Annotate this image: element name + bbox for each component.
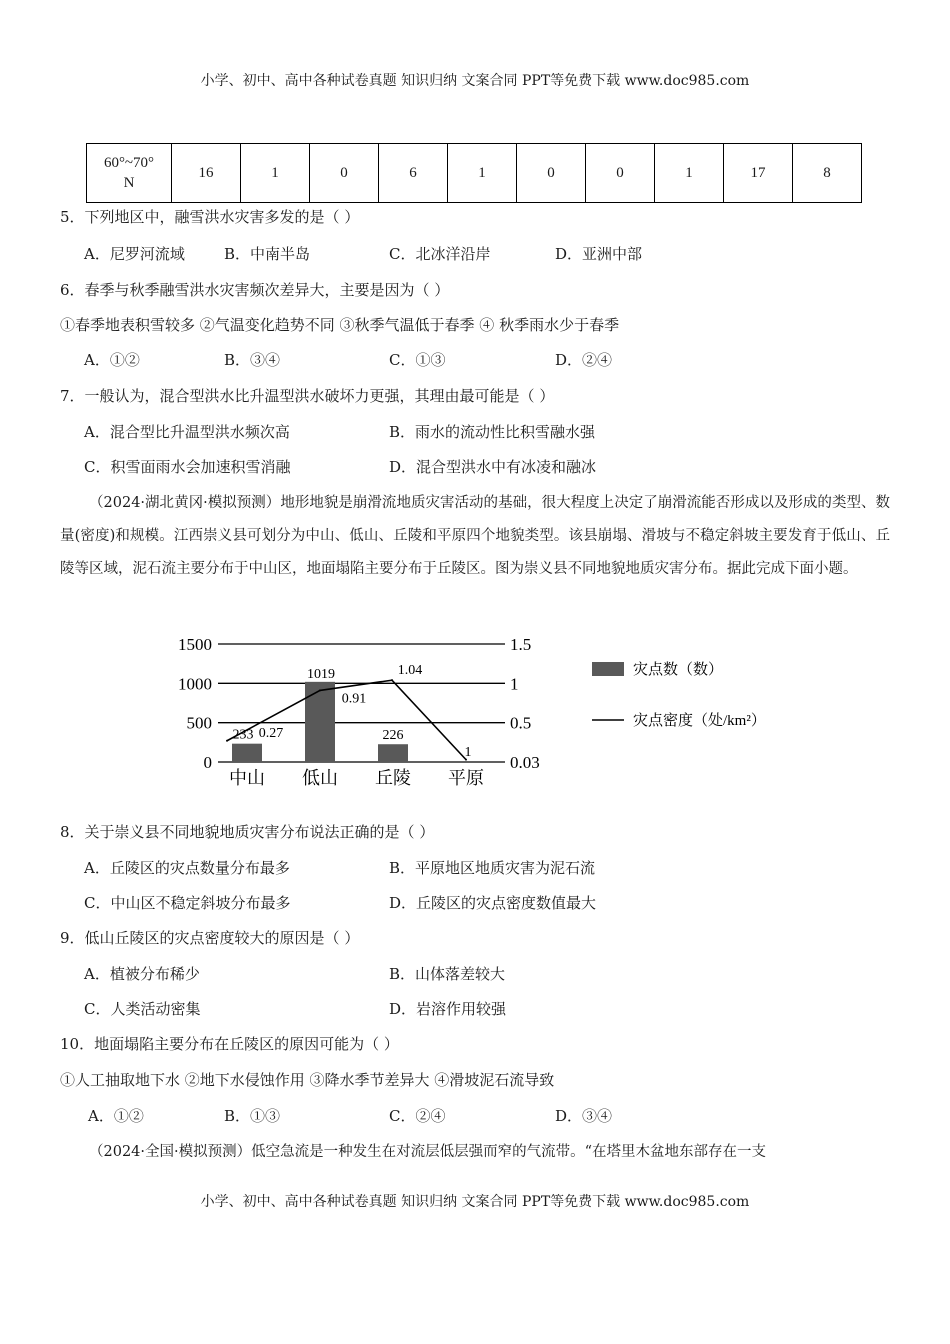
table-row bbox=[87, 144, 862, 203]
category-label: 中山 bbox=[229, 768, 265, 788]
table-cell: 6 bbox=[379, 144, 448, 203]
q7-stem: 7．一般认为，混合型洪水比升温型洪水破坏力更强，其理由最可能是（ ） bbox=[60, 387, 555, 405]
left-tick-label: 1500 bbox=[178, 635, 212, 654]
row-label-line2: N bbox=[123, 175, 135, 191]
q9-option-d: D．岩溶作用较强 bbox=[389, 1000, 507, 1018]
q8-stem: 8．关于崇义县不同地貌地质灾害分布说法正确的是（ ） bbox=[60, 823, 435, 841]
right-tick-label: 1 bbox=[510, 674, 519, 694]
q8-option-b: B．平原地区地质灾害为泥石流 bbox=[389, 859, 596, 877]
passage-2: （2024·全国·模拟预测）低空急流是一种发生在对流层低层强而窄的气流带。“在塔里木盆地东部存在一支 bbox=[89, 1144, 767, 1160]
right-tick-label: 0.5 bbox=[510, 713, 532, 733]
density-point bbox=[391, 679, 393, 681]
frequency-table bbox=[86, 143, 862, 203]
left-tick-label: 1000 bbox=[178, 674, 212, 694]
category-label: 丘陵 bbox=[375, 768, 411, 788]
bar-value-label: 226 bbox=[382, 728, 404, 744]
category-label: 低山 bbox=[302, 768, 338, 788]
bar-value-label: 233 bbox=[232, 727, 254, 743]
table-cell: 16 bbox=[172, 144, 241, 203]
table-cell: 1 bbox=[448, 144, 517, 203]
q10-option-d: D．③④ bbox=[555, 1107, 613, 1125]
passage-1: （2024·湖北黄冈·模拟预测）地形地貌是崩滑流地质灾害活动的基础，很大程度上决定了崩滑流能否形成以及形成的类型、数量(密度)和规模。江西崇义县可划分为中山、低山、丘陵和平原四个地貌类型。该县崩塌、滑坡与不稳定斜坡主要发育于低山、丘陵等区域，泥石流主要分布于中山区，地面塌陷主要分布于丘陵区。图为崇义县不同地貌地质灾害分布。据此完成下面小题。 bbox=[60, 495, 890, 577]
row-label-line1: 60°~70° bbox=[103, 155, 155, 171]
bar bbox=[378, 744, 408, 762]
legend-line-label: 灾点密度（处/km²） bbox=[633, 713, 766, 729]
q5-option-d: D．亚洲中部 bbox=[555, 245, 643, 263]
q6-stem: 6．春季与秋季融雪洪水灾害频次差异大，主要是因为（ ） bbox=[60, 281, 450, 299]
density-value-label: 0.91 bbox=[341, 691, 367, 707]
category-label: 平原 bbox=[448, 768, 484, 788]
density-value-label: 1.04 bbox=[397, 663, 423, 679]
table-cell: 1 bbox=[655, 144, 724, 203]
q9-option-c: C．人类活动密集 bbox=[84, 1000, 201, 1018]
table-cell: 17 bbox=[724, 144, 793, 203]
bar-value-label: 1019 bbox=[307, 666, 335, 682]
bar bbox=[232, 744, 262, 762]
density-point bbox=[226, 740, 228, 742]
q10-stem: 10．地面塌陷主要分布在丘陵区的原因可能为（ ） bbox=[60, 1035, 399, 1053]
q6-option-a: A．①② bbox=[84, 351, 140, 369]
legend-bar-swatch bbox=[592, 662, 624, 676]
q7-option-d: D．混合型洪水中有冰凌和融冰 bbox=[389, 458, 597, 476]
q5-stem: 5．下列地区中，融雪洪水灾害多发的是（ ） bbox=[60, 208, 360, 226]
q8-option-a: A．丘陵区的灾点数量分布最多 bbox=[84, 859, 290, 877]
q7-option-a: A．混合型比升温型洪水频次高 bbox=[84, 423, 290, 441]
q8-option-d: D．丘陵区的灾点密度数值最大 bbox=[389, 894, 597, 912]
q6-option-c: C．①③ bbox=[389, 351, 446, 369]
density-point bbox=[319, 689, 321, 691]
q6-option-d: D．②④ bbox=[555, 351, 613, 369]
q9-option-b: B．山体落差较大 bbox=[389, 965, 506, 983]
q7-option-c: C．积雪面雨水会加速积雪消融 bbox=[84, 458, 291, 476]
right-tick-label: 0.03 bbox=[510, 753, 540, 772]
q10-option-a: A．①② bbox=[88, 1107, 144, 1125]
q10-items: ①人工抽取地下水 ②地下水侵蚀作用 ③降水季节差异大 ④滑坡泥石流导致 bbox=[60, 1071, 555, 1089]
q6-option-b: B．③④ bbox=[224, 351, 281, 369]
q9-option-a: A．植被分布稀少 bbox=[84, 965, 200, 983]
density-value-label: 0.27 bbox=[258, 725, 284, 741]
legend-bar-label: 灾点数（数） bbox=[633, 662, 724, 678]
row-label-cell bbox=[87, 144, 172, 203]
bar bbox=[305, 682, 335, 762]
left-tick-label: 500 bbox=[186, 713, 212, 733]
page-header: 小学、初中、高中各种试卷真题 知识归纳 文案合同 PPT等免费下载 www.doc985.com bbox=[200, 73, 750, 89]
q10-option-c: C．②④ bbox=[389, 1107, 446, 1125]
left-tick-label: 0 bbox=[203, 753, 212, 772]
q5-option-b: B．中南半岛 bbox=[224, 245, 311, 263]
table-cell: 8 bbox=[793, 144, 862, 203]
table-cell: 0 bbox=[310, 144, 379, 203]
q5-option-a: A．尼罗河流域 bbox=[84, 245, 185, 263]
q9-stem: 9．低山丘陵区的灾点密度较大的原因是（ ） bbox=[60, 929, 360, 947]
bar-value-label: 1 bbox=[464, 745, 472, 760]
table-cell: 0 bbox=[517, 144, 586, 203]
table-cell: 1 bbox=[241, 144, 310, 203]
q6-items: ①春季地表积雪较多 ②气温变化趋势不同 ③秋季气温低于春季 ④ 秋季雨水少于春季 bbox=[60, 316, 620, 334]
right-tick-label: 1.5 bbox=[510, 635, 532, 654]
table-cell: 0 bbox=[586, 144, 655, 203]
page-footer: 小学、初中、高中各种试卷真题 知识归纳 文案合同 PPT等免费下载 www.doc985.com bbox=[200, 1194, 750, 1210]
q8-option-c: C．中山区不稳定斜坡分布最多 bbox=[84, 894, 291, 912]
q10-option-b: B．①③ bbox=[224, 1107, 281, 1125]
q7-option-b: B．雨水的流动性比积雪融水强 bbox=[389, 423, 596, 441]
q5-option-c: C．北冰洋沿岸 bbox=[389, 245, 491, 263]
disaster-chart bbox=[160, 628, 800, 798]
